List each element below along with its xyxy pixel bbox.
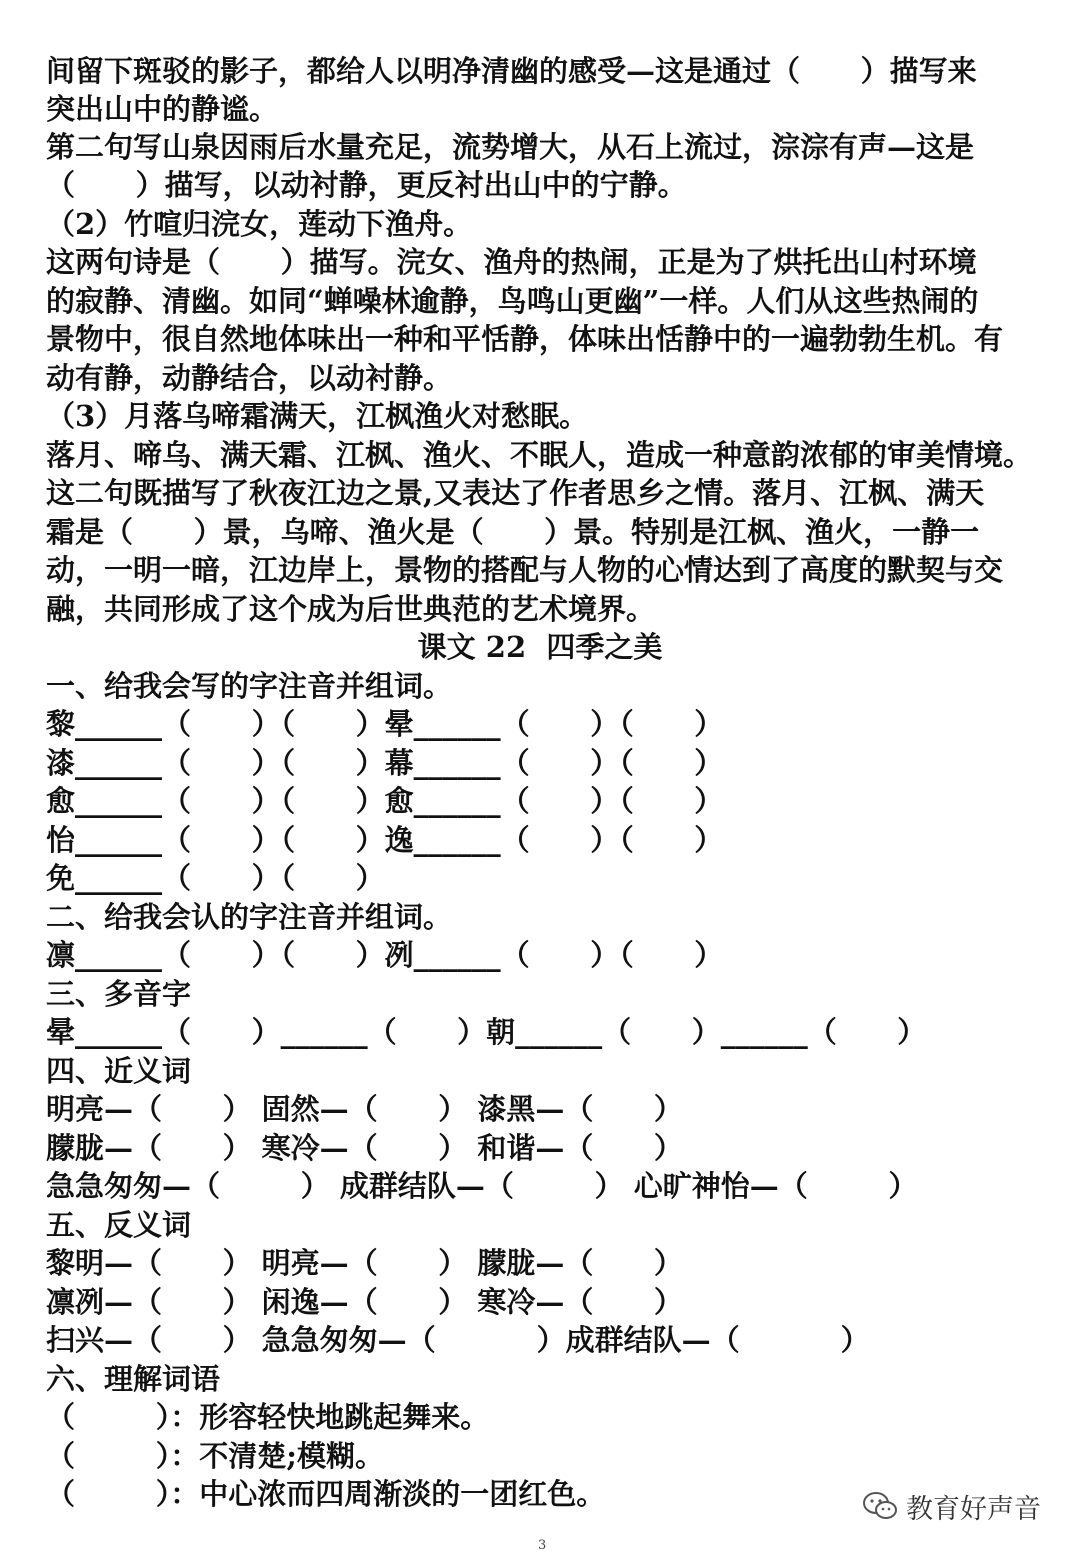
text-line: 落月、啼乌、满天霜、江枫、渔火、不眠人，造成一种意韵浓郁的审美情境。 bbox=[46, 438, 1033, 472]
exercise-row: 凛______（ ）（ ）冽______（ ）（ ） bbox=[46, 938, 724, 972]
text-line: 动有静，动静结合，以动衬静。 bbox=[46, 361, 453, 395]
text-line: （ ）描写，以动衬静，更反衬出山中的宁静。 bbox=[46, 168, 687, 202]
exercise-row: 漆______（ ）（ ）幕______（ ）（ ） bbox=[46, 746, 724, 780]
exercise-row: 黎明—（ ） 明亮—（ ） 朦胧—（ ） bbox=[46, 1246, 683, 1280]
lesson-title: 课文 22 四季之美 bbox=[417, 630, 663, 664]
section-heading: 三、多音字 bbox=[46, 977, 192, 1011]
watermark bbox=[862, 1486, 1041, 1526]
exercise-row: 急急匆匆—（ ） 成群结队—（ ） 心旷神怡—（ ） bbox=[46, 1169, 918, 1203]
exercise-row: （ ）：不清楚;模糊。 bbox=[46, 1439, 384, 1473]
exercise-row: 凛冽—（ ） 闲逸—（ ） 寒冷—（ ） bbox=[46, 1285, 683, 1319]
poem-line: （3）月落乌啼霜满天，江枫渔火对愁眠。 bbox=[46, 399, 589, 433]
page-number: 3 bbox=[538, 1538, 547, 1553]
section-heading: 六、理解词语 bbox=[46, 1362, 221, 1396]
text-line: 的寂静、清幽。如同“蝉噪林逾静，鸟鸣山更幽”一样。人们从这些热闹的 bbox=[46, 284, 979, 318]
text-line: 融，共同形成了这个成为后世典范的艺术境界。 bbox=[46, 592, 656, 626]
watermark-text: 教育好声音 bbox=[906, 1493, 1041, 1525]
exercise-row: （ ）：中心浓而四周渐淡的一团红色。 bbox=[46, 1477, 606, 1511]
text-line: 霜是（ ）景，乌啼、渔火是（ ）景。特别是江枫、渔火，一静一 bbox=[46, 515, 980, 549]
exercise-row: 明亮—（ ） 固然—（ ） 漆黑—（ ） bbox=[46, 1092, 683, 1126]
text-line: 第二句写山泉因雨后水量充足，流势增大，从石上流过，淙淙有声—这是 bbox=[46, 130, 975, 164]
exercise-row: 扫兴—（ ） 急急匆匆—（ ）成群结队—（ ） bbox=[46, 1323, 870, 1357]
text-line: 动，一明一暗，江边岸上，景物的搭配与人物的心情达到了高度的默契与交 bbox=[46, 553, 1004, 587]
text-line: 这两句诗是（ ）描写。浣女、渔舟的热闹，正是为了烘托出山村环境 bbox=[46, 245, 977, 279]
exercise-row: 怡______（ ）（ ）逸______（ ）（ ） bbox=[46, 823, 724, 857]
section-heading: 一、给我会写的字注音并组词。 bbox=[46, 669, 453, 703]
exercise-row: 黎______（ ）（ ）晕______（ ）（ ） bbox=[46, 707, 724, 741]
exercise-row: 晕______（ ）______（ ）朝______（ ）______（ ） bbox=[46, 1015, 927, 1049]
text-line: 景物中，很自然地体味出一种和平恬静，体味出恬静中的一遍勃勃生机。有 bbox=[46, 322, 1004, 356]
exercise-row: （ ）：形容轻快地跳起舞来。 bbox=[46, 1400, 490, 1434]
section-heading: 五、反义词 bbox=[46, 1208, 192, 1242]
exercise-row: 免______（ ）（ ） bbox=[46, 861, 385, 895]
section-heading: 二、给我会认的字注音并组词。 bbox=[46, 900, 453, 934]
text-line: 间留下斑驳的影子，都给人以明净清幽的感受—这是通过（ ）描写来 bbox=[46, 54, 977, 88]
section-heading: 四、近义词 bbox=[46, 1054, 192, 1088]
poem-line: （2）竹喧归浣女，莲动下渔舟。 bbox=[46, 207, 473, 241]
text-line: 突出山中的静谧。 bbox=[46, 92, 279, 126]
exercise-row: 朦胧—（ ） 寒冷—（ ） 和谐—（ ） bbox=[46, 1131, 683, 1165]
text-line: 这二句既描写了秋夜江边之景,又表达了作者思乡之情。落月、江枫、满天 bbox=[46, 476, 985, 510]
wechat-icon bbox=[862, 1491, 898, 1521]
exercise-row: 愈______（ ）（ ）愈______（ ）（ ） bbox=[46, 784, 724, 818]
